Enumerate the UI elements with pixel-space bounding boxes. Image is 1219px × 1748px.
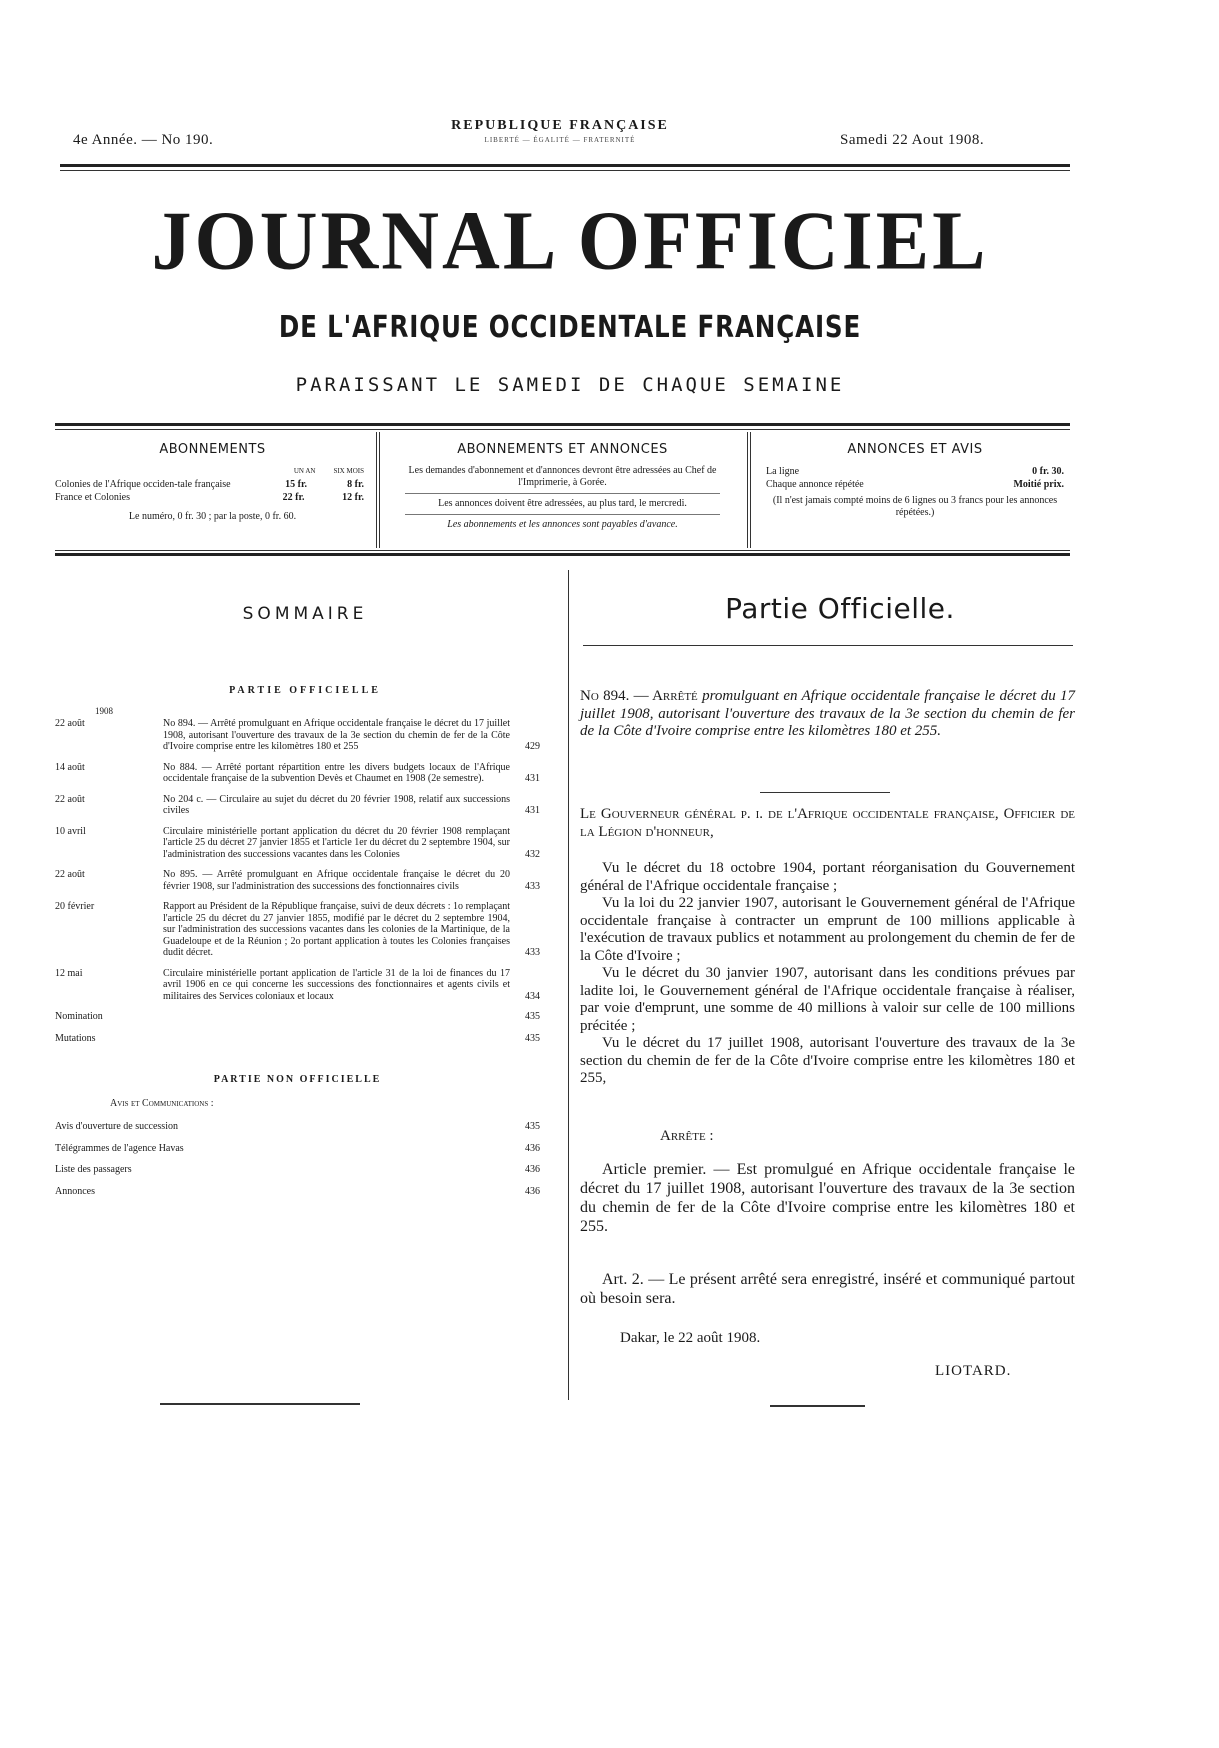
sommaire-end-rule <box>160 1403 360 1405</box>
toc-text: Rapport au Président de la République française, suivi de deux décrets : 1o remplaçant l'article 25 du décret du 27 janvier 1855, modifié par le décret du 2 septembre 1904, sur l'administration des successions vacantes dans les colonies de la Martinique, de la Guadeloupe et de la Réunion ; 2o portant application à toutes les Colonies françaises dudit décret. <box>163 901 510 958</box>
sommaire-partie-non-officielle: PARTIE NON OFFICIELLE <box>213 1074 382 1085</box>
toc-page: 432 <box>525 848 540 860</box>
visa-2: Vu la loi du 22 janvier 1907, autorisant le Gouvernement général de l'Afrique occidentale française à contracter un emprunt de 100 millions applicable à l'exécution de travaux publics et notamment au prolongement du chemin de fer de la Côte d'Ivoire ; <box>580 895 1075 964</box>
arrete-rule <box>760 792 890 793</box>
toc-simple-label: Liste des passagers <box>55 1164 132 1175</box>
toc-text: Circulaire ministérielle portant application de l'article 31 de la loi de finances du 17 avril 1906 en ce qui concerne les successions des fonctionnaires et agents civils et militaires des Services coloniaux et locaux <box>163 967 510 1002</box>
toc-page: 433 <box>525 947 540 958</box>
col-six-mois: SIX MOIS <box>333 467 364 475</box>
toc-date: 12 mai <box>55 967 83 979</box>
toc-date: 20 février <box>55 901 95 912</box>
toc-simple-label: Annonces <box>55 1185 95 1197</box>
visa-3: Vu le décret du 30 janvier 1907, autorisant dans les conditions prévues par ladite loi, le Gouvernement général de l'Afrique occidentale française à réaliser, par voie d'emprunt, une somme de 40 millions à valoir sur celle de 100 millions précitée ; <box>580 965 1075 1034</box>
toc-simple-page: 435 <box>525 1011 540 1022</box>
row1-un-an: 15 fr. <box>285 479 307 490</box>
prix-numero: Le numéro, 0 fr. 30 ; par la poste, 0 fr. 60. <box>128 511 297 522</box>
toc-page: 431 <box>525 773 540 784</box>
boxes-bottom-rule <box>55 550 1070 551</box>
toc-simple-label: Mutations <box>55 1032 96 1044</box>
box-separator-1b <box>379 432 380 548</box>
toc-entry <box>55 826 540 861</box>
arrete-heading <box>580 688 1075 741</box>
column-separator <box>568 570 569 1400</box>
signature: LIOTARD. <box>935 1363 1012 1379</box>
sommaire-list <box>55 718 540 1207</box>
toc-entry <box>55 968 540 1003</box>
toc-simple-item <box>55 1164 540 1176</box>
republique-block <box>395 118 725 144</box>
ligne-prix: 0 fr. 30. <box>1032 466 1064 477</box>
toc-text: No 884. — Arrêté portant répartition entre les divers budgets locaux de l'Afrique occidentale française de la subvention Devès et Chaumet en 1908 (2e semestre). <box>163 761 510 784</box>
repetee-label: Chaque annonce répétée <box>766 479 864 490</box>
toc-simple-page: 436 <box>525 1164 540 1175</box>
annonces-note: (Il n'est jamais compté moins de 6 lignes ou 3 francs pour les annonces répétées.) <box>772 495 1058 518</box>
toc-simple-label: Nomination <box>55 1011 103 1022</box>
article-1: Article premier. — Est promulgué en Afrique occidentale française le décret du 17 juillet 1908, autorisant l'ouverture des travaux de la 3e section du chemin de fer de la Côte d'Ivoire comprise entre les kilomètres 180 et 255. <box>580 1161 1075 1235</box>
republique-label: REPUBLIQUE FRANÇAISE <box>451 118 669 133</box>
row1-six-mois: 8 fr. <box>347 479 364 490</box>
boxes-bottom-rule-thick <box>55 553 1070 556</box>
toc-simple-item <box>55 1143 540 1155</box>
gouverneur-line: Le Gouverneur général p. i. de l'Afrique occidentale française, Officier de la Légion d'honneur, <box>580 806 1075 840</box>
toc-simple-page: 435 <box>525 1121 540 1132</box>
box-separator-2b <box>750 432 751 548</box>
header-rule <box>60 164 1070 167</box>
toc-simple-page: 436 <box>525 1185 540 1197</box>
box-separator-1 <box>376 432 377 548</box>
abonnements-title: ABONNEMENTS <box>159 442 266 457</box>
abonnements-annonces-box <box>385 430 740 548</box>
row1-label: Colonies de l'Afrique occiden-tale française <box>55 479 231 490</box>
end-rule <box>770 1405 865 1407</box>
annonces-avis-title: ANNONCES ET AVIS <box>847 442 983 457</box>
abonnements-box <box>55 430 370 548</box>
box-separator-2 <box>747 432 748 548</box>
toc-simple-label: Avis d'ouverture de succession <box>55 1121 178 1132</box>
toc-page: 434 <box>525 990 540 1002</box>
toc-simple-label: Télégrammes de l'agence Havas <box>55 1142 184 1154</box>
annonces-line1: Les demandes d'abonnement et d'annonces devront être adressées au Chef de l'Imprimerie, à Gorée. <box>408 465 717 488</box>
arrete-label: Arrête : <box>660 1128 714 1144</box>
article-2: Art. 2. — Le présent arrêté sera enregistré, inséré et communiqué partout où besoin sera. <box>580 1271 1075 1307</box>
repetee-prix: Moitié prix. <box>1013 479 1064 490</box>
toc-page: 429 <box>525 741 540 752</box>
row2-six-mois: 12 fr. <box>342 492 364 503</box>
lieu-date: Dakar, le 22 août 1908. <box>620 1330 761 1346</box>
sommaire-partie-officielle: PARTIE OFFICIELLE <box>229 685 381 696</box>
toc-page: 431 <box>525 805 540 816</box>
boxes-top-rule <box>55 423 1070 426</box>
abonnements-annonces-title: ABONNEMENTS ET ANNONCES <box>457 442 668 457</box>
toc-text: No 895. — Arrêté promulguant en Afrique occidentale française le décret du 20 février 1908, sur l'administration des successions des fonctionnaires civils <box>163 869 510 892</box>
visas-block <box>580 860 1075 1088</box>
devise-label: LIBERTÉ — ÉGALITÉ — FRATERNITÉ <box>484 136 636 144</box>
arrete-number: No 894. — Arrêté <box>580 688 698 704</box>
toc-text: No 894. — Arrêté promulguant en Afrique occidentale française le décret du 17 juillet 1908, autorisant l'ouverture des travaux de la 3e section du chemin de fer de la Côte d'Ivoire comprise entre les kilomètres 180 et 255 <box>163 718 510 752</box>
toc-simple-item <box>55 1186 540 1198</box>
toc-date: 22 août <box>55 793 85 805</box>
masthead-title: JOURNAL OFFICIEL <box>151 194 989 288</box>
toc-simple-item <box>55 1011 540 1023</box>
toc-text: Circulaire ministérielle portant application du décret du 20 février 1908 remplaçant l'article 25 du décret 27 janvier 1855 et l'article 1er du décret du 2 septembre 1904, sur l'administration des successions vacantes dans les Colonies <box>163 825 510 860</box>
partie-officielle-rule <box>583 645 1073 646</box>
toc-entry <box>55 794 540 817</box>
annonces-line3: Les abonnements et les annonces sont payables d'avance. <box>447 519 678 530</box>
sommaire-year: 1908 <box>95 706 113 716</box>
toc-date: 22 août <box>55 718 85 729</box>
toc-simple-page: 435 <box>525 1032 540 1044</box>
parution-line: PARAISSANT LE SAMEDI DE CHAQUE SEMAINE <box>295 374 845 396</box>
header-rule-thin <box>60 170 1070 171</box>
row2-un-an: 22 fr. <box>282 492 305 503</box>
avis-heading: Avis et Communications : <box>110 1097 214 1109</box>
toc-text: No 204 c. — Circulaire au sujet du décret du 20 février 1908, relatif aux successions civiles <box>163 793 510 816</box>
toc-date: 14 août <box>55 761 85 773</box>
row2-label: France et Colonies <box>55 492 130 503</box>
visa-1: Vu le décret du 18 octobre 1904, portant réorganisation du Gouvernement général de l'Afrique occidentale française ; <box>580 860 1075 894</box>
toc-entry <box>55 869 540 892</box>
masthead-subtitle: DE L'AFRIQUE OCCIDENTALE FRANÇAISE <box>278 310 862 345</box>
visa-4: Vu le décret du 17 juillet 1908, autorisant l'ouverture des travaux de la 3e section du chemin de fer de la Côte d'Ivoire comprise entre les kilomètres 180 et 255, <box>580 1035 1075 1086</box>
toc-simple-item <box>55 1033 540 1045</box>
annonces-avis-box <box>760 430 1070 548</box>
partie-officielle-title: Partie Officielle. <box>725 592 955 625</box>
col-un-an: UN AN <box>293 467 316 475</box>
toc-simple-item <box>55 1121 540 1133</box>
ligne-label: La ligne <box>766 466 800 477</box>
toc-entry <box>55 762 540 785</box>
annonces-line2: Les annonces doivent être adressées, au plus tard, le mercredi. <box>438 498 687 509</box>
issue-number: 4e Année. — No 190. <box>73 132 214 148</box>
issue-date: Samedi 22 Aout 1908. <box>840 132 985 148</box>
toc-entry <box>55 718 540 753</box>
toc-date: 22 août <box>55 869 85 880</box>
sommaire-title: SOMMAIRE <box>242 604 368 624</box>
toc-entry <box>55 901 540 959</box>
toc-simple-page: 436 <box>525 1142 540 1154</box>
toc-page: 433 <box>525 880 540 892</box>
toc-date: 10 avril <box>55 825 86 837</box>
arrete-title: promulguant en Afrique occidentale française le décret du 17 juillet 1908, autorisant l'ouverture des travaux de la 3e section du chemin de fer de la Côte d'Ivoire comprise entre les kilomètres 180 et 255. <box>580 688 1075 739</box>
